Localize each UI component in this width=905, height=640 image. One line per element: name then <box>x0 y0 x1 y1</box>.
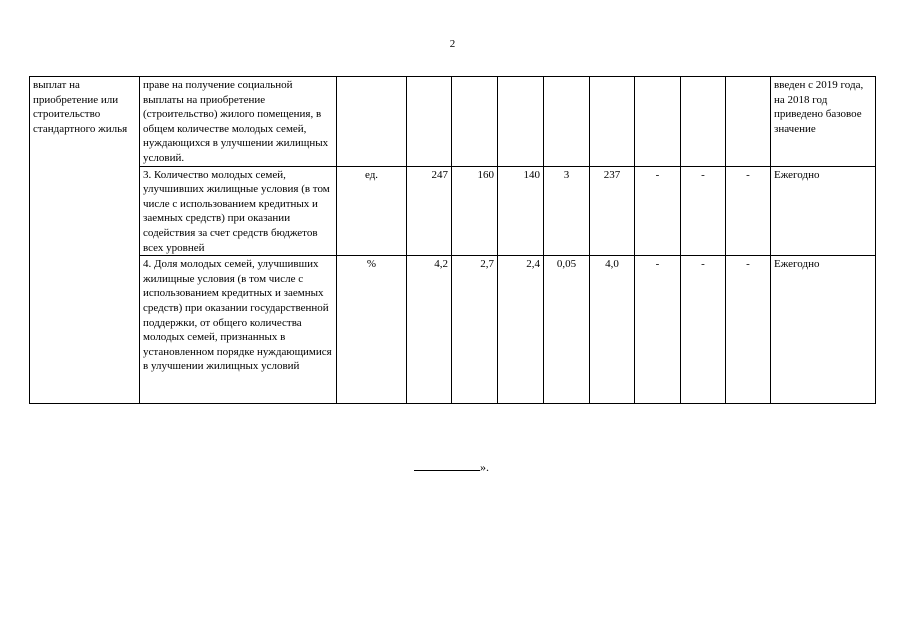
table-cell-value: - <box>726 256 771 404</box>
table-cell-note: введен с 2019 года, на 2018 год приведено базовое значение <box>771 77 876 167</box>
table-row <box>30 166 876 256</box>
table-cell-value <box>590 77 635 167</box>
table-cell-value <box>498 77 544 167</box>
table-cell-value: 140 <box>498 166 544 256</box>
table-cell-program-name: выплат на приобретение или строительство стандартного жилья <box>30 77 140 404</box>
table-cell-value: - <box>635 166 681 256</box>
table-cell-note: Ежегодно <box>771 166 876 256</box>
closing-quote: ». <box>480 460 489 474</box>
table-cell-value: 247 <box>407 166 452 256</box>
table-cell-unit <box>337 77 407 167</box>
table-cell-value <box>635 77 681 167</box>
table-cell-value: 237 <box>590 166 635 256</box>
table-cell-unit: % <box>337 256 407 404</box>
table-cell-value: - <box>635 256 681 404</box>
table-cell-indicator: 3. Количество молодых семей, улучшивших жилищные условия (в том числе с использованием кредитных и заемных средств) при оказании содействия за счет средств бюджетов всех уровней <box>140 166 337 256</box>
table-cell-value <box>452 77 498 167</box>
table-cell-value: - <box>726 166 771 256</box>
table-cell-value: 2,4 <box>498 256 544 404</box>
table-cell-value: 3 <box>544 166 590 256</box>
table-cell-value <box>726 77 771 167</box>
table-row <box>30 256 876 404</box>
table-cell-indicator: праве на получение социальной выплаты на приобретение (строительство) жилого помещения, в общем количестве молодых семей, нуждающихся в улучшении жилищных условий. <box>140 77 337 167</box>
table-cell-value: 0,05 <box>544 256 590 404</box>
table-cell-unit: ед. <box>337 166 407 256</box>
closing-mark <box>414 459 489 475</box>
table-cell-value: 4,2 <box>407 256 452 404</box>
table-cell-value <box>407 77 452 167</box>
table-cell-indicator: 4. Доля молодых семей, улучшивших жилищные условия (в том числе с использованием кредитных и заемных средств) при оказании государственной поддержки, от общего количества молодых семей, признанных в установленном порядке нуждающимися в улучшении жилищных условий <box>140 256 337 404</box>
table-cell-value: 2,7 <box>452 256 498 404</box>
table-cell-value: 160 <box>452 166 498 256</box>
table-cell-value <box>544 77 590 167</box>
table-cell-value: - <box>681 256 726 404</box>
table-cell-note: Ежегодно <box>771 256 876 404</box>
page-number: 2 <box>449 38 456 50</box>
table-cell-value: 4,0 <box>590 256 635 404</box>
indicators-table <box>29 76 876 404</box>
table-row <box>30 77 876 167</box>
table-cell-value <box>681 77 726 167</box>
signature-underline <box>414 459 480 471</box>
table-cell-value: - <box>681 166 726 256</box>
